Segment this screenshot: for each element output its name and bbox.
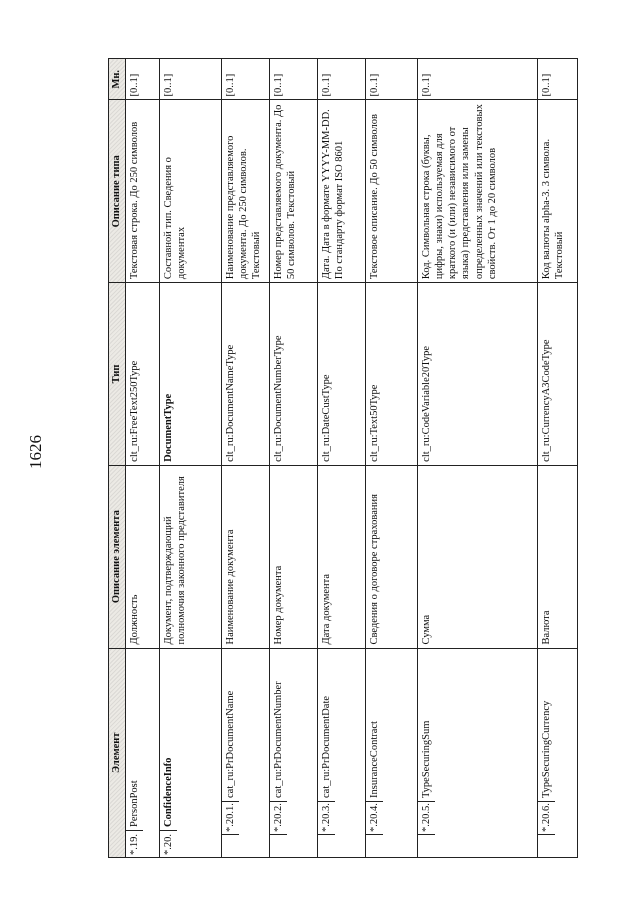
element-description-cell: Наименование документа [222,465,270,648]
element-specification-table [108,58,578,858]
multiplicity-cell: [0..1] [318,59,366,100]
rotated-table-container [108,58,566,858]
type-cell: clt_ru:CodeVariable20Type [418,283,538,466]
element-number: *.19. [126,830,143,857]
element-cell [222,648,270,857]
nested-element [418,649,435,835]
type-cell: clt_ru:CurrencyA3CodeType [538,283,578,466]
type-description-cell: Составной тип. Сведения о документах [160,100,222,283]
element-cell [366,648,418,857]
nested-element [538,649,555,835]
header-multiplicity: Мн. [109,59,126,100]
element-description-cell: Сведения о договоре страхования [366,465,418,648]
type-description-cell: Наименование представляемого документа. До 250 символов. Текстовый [222,100,270,283]
header-element-description: Описание элемента [109,465,126,648]
rotated-table-inner [108,58,566,858]
element-description-cell: Сумма [418,465,538,648]
indent-spacer [418,835,435,857]
type-cell: clt_ru:FreeText250Type [126,283,160,466]
element-description-cell: Должность [126,465,160,648]
table-row [366,59,418,858]
page-number: 1626 [26,435,45,469]
type-description-cell: Текстовая строка. До 250 символов [126,100,160,283]
multiplicity-cell: [0..1] [222,59,270,100]
element-cell [418,648,538,857]
table-row [270,59,318,858]
type-description-cell: Номер представляемого документа. До 50 символов. Текстовый [270,100,318,283]
multiplicity-cell: [0..1] [418,59,538,100]
table-row [538,59,578,858]
multiplicity-cell: [0..1] [160,59,222,100]
header-element: Элемент [109,648,126,857]
element-name: PersonPost [129,780,140,827]
type-cell: clt_ru:DocumentNameType [222,283,270,466]
element-name: ConfidenceInfo [163,757,174,827]
element-name: InsuranceContract [369,721,380,798]
nested-element [366,649,383,835]
element-description-cell: Валюта [538,465,578,648]
type-cell: DocumentType [160,283,222,466]
table-row [318,59,366,858]
element-number: *.20.2. [270,801,287,834]
type-cell: clt_ru:Text50Type [366,283,418,466]
element-cell [270,648,318,857]
indent-spacer [270,835,287,857]
element-name: TypeSecuringSum [421,720,432,798]
element-cell [318,648,366,857]
type-cell: clt_ru:DocumentNumberType [270,283,318,466]
multiplicity-cell: [0..1] [126,59,160,100]
nested-element [318,649,335,835]
indent-spacer [538,835,555,857]
element-number: *.20.5. [418,801,435,834]
nested-element [222,649,239,835]
table-row [160,59,222,858]
element-number: *.20.4. [366,801,383,834]
multiplicity-cell: [0..1] [538,59,578,100]
table-row [418,59,538,858]
element-cell [160,648,222,857]
element-description-cell: Номер документа [270,465,318,648]
header-type: Тип [109,283,126,466]
type-description-cell: Дата. Дата в формате YYYY-MM-DD. По стандарту формат ISO 8601 [318,100,366,283]
element-number: *.20.3. [318,801,335,834]
indent-spacer [222,835,239,857]
element-number: *.20.1. [222,801,239,834]
type-description-cell: Код. Символьная строка (буквы, цифры, знаки) используемая для краткого (и (или) независимого от языка) представления или замены определенных значений или текстовых свойств. От 1 до 20 символов [418,100,538,283]
element-name: TypeSecuringCurrency [541,700,552,798]
type-description-cell: Текстовое описание. До 50 символов [366,100,418,283]
element-description-cell: Документ, подтверждающий полномочия законного представителя [160,465,222,648]
nested-element [270,649,287,835]
indent-spacer [318,835,335,857]
element-description-cell: Дата документа [318,465,366,648]
header-type-description: Описание типа [109,100,126,283]
type-cell: clt_ru:DateCustType [318,283,366,466]
table-row [222,59,270,858]
indent-spacer [366,835,383,857]
element-number: *.20.6. [538,801,555,834]
element-name: cat_ru:PrDocumentName [225,690,236,798]
table-header-row [109,59,126,858]
element-name: cat_ru:PrDocumentNumber [273,681,284,798]
multiplicity-cell: [0..1] [366,59,418,100]
table-body [126,59,578,858]
element-number: *.20. [160,830,177,857]
table-row [126,59,160,858]
element-cell [126,648,160,857]
multiplicity-cell: [0..1] [270,59,318,100]
element-name: cat_ru:PrDocumentDate [321,695,332,798]
element-cell [538,648,578,857]
type-description-cell: Код валюты alpha-3. 3 символа. Текстовый [538,100,578,283]
